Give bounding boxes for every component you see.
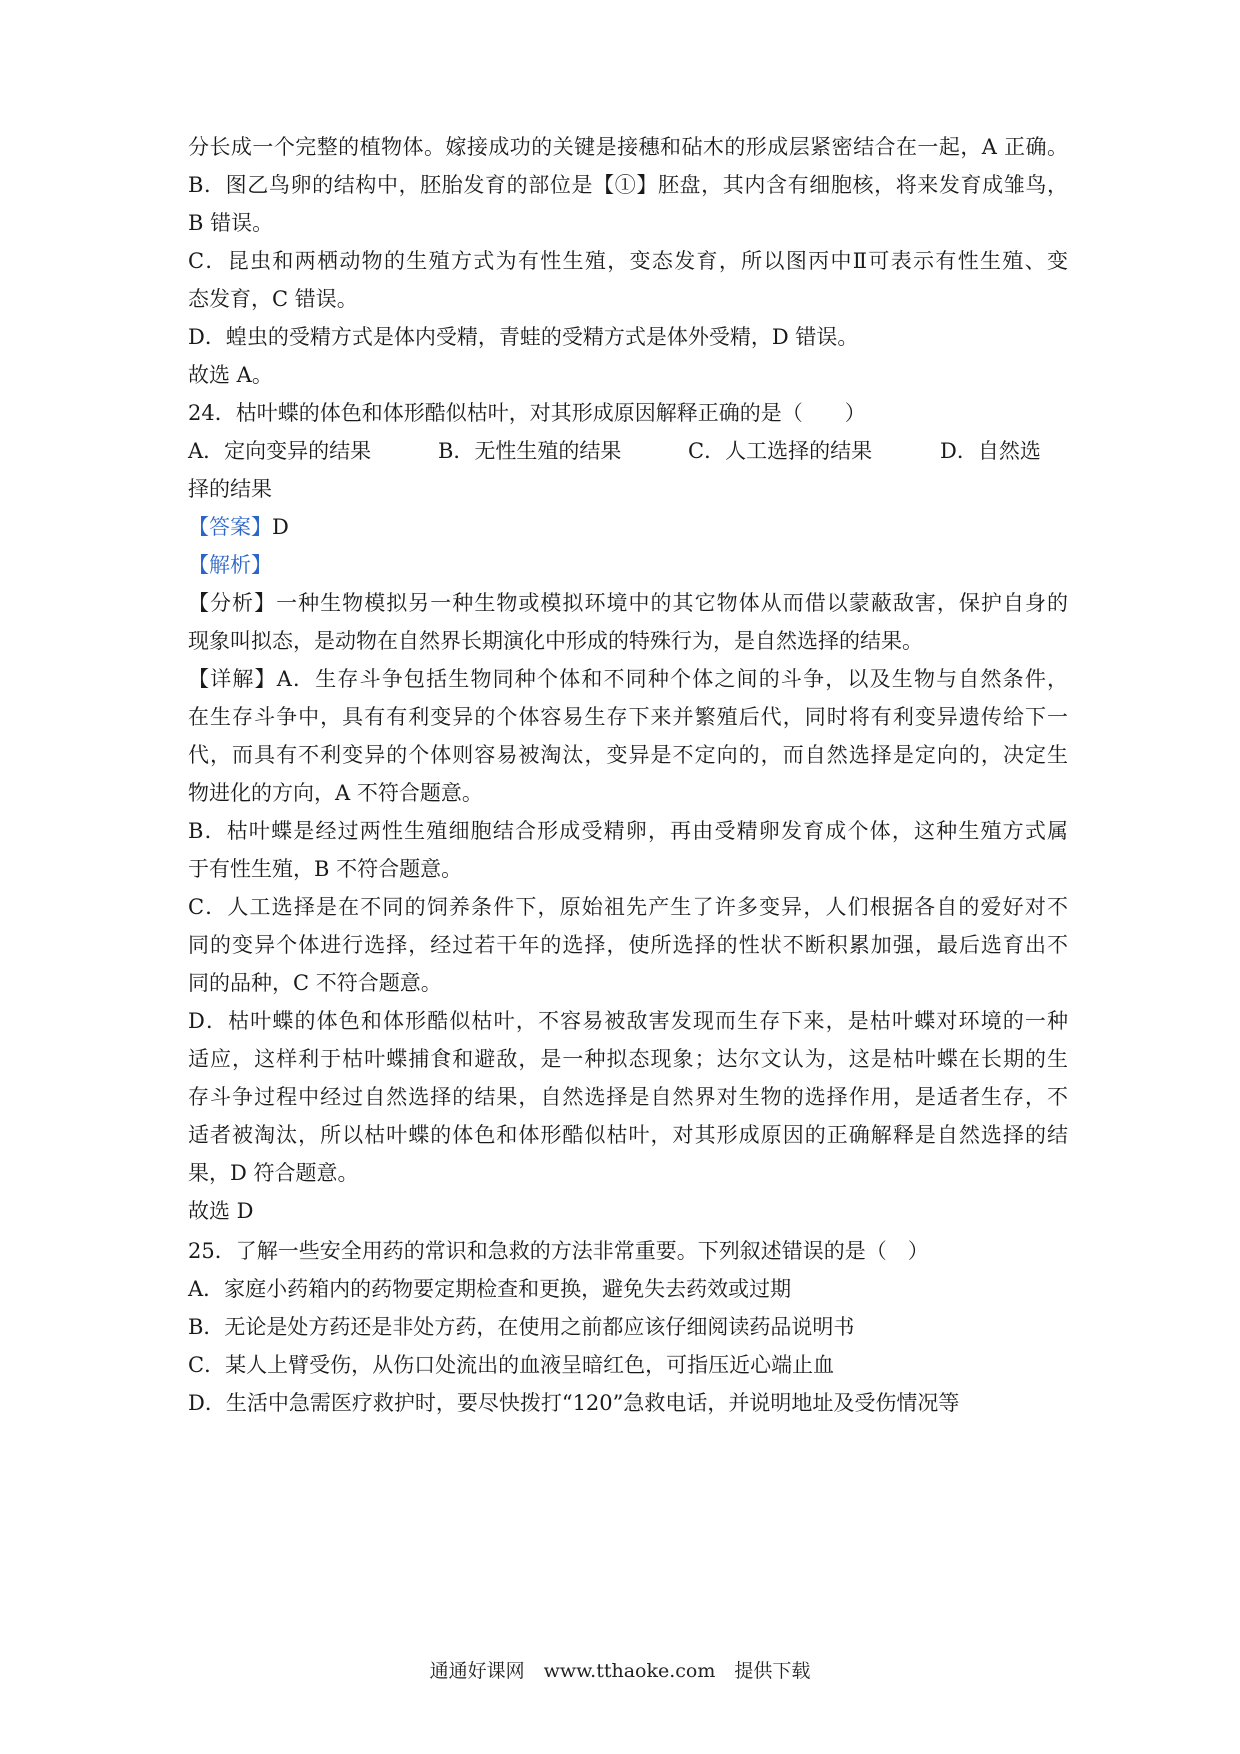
option-d: D．自然选	[940, 439, 1041, 463]
analysis-line: 故选 D	[188, 1199, 254, 1223]
analysis-line: C．人工选择是在不同的饲养条件下，原始祖先产生了许多变异，人们根据各自的爱好对不	[188, 895, 1068, 919]
page-footer: 通通好课网 www.tthaoke.com 提供下载	[429, 1660, 811, 1682]
analysis-line: 【分析】一种生物模拟另一种生物或模拟环境中的其它物体从而借以蒙蔽敌害，保护自身的	[188, 591, 1068, 615]
question-24-stem: 24．枯叶蝶的体色和体形酷似枯叶，对其形成原因解释正确的是（ ）	[188, 401, 866, 425]
answer-value: D	[272, 515, 289, 539]
analysis-line: 代，而具有不利变异的个体则容易被淘汰，变异是不定向的，而自然选择是定向的，决定生	[188, 743, 1068, 767]
analysis-line: 物进化的方向，A 不符合题意。	[188, 781, 483, 805]
question-24-options	[188, 436, 1068, 466]
analysis-line: 【详解】A．生存斗争包括生物同种个体和不同种个体之间的斗争，以及生物与自然条件，	[188, 667, 1068, 691]
text-line: C．昆虫和两栖动物的生殖方式为有性生殖，变态发育，所以图丙中Ⅱ可表示有性生殖、变	[188, 249, 1068, 273]
answer-line	[188, 512, 1068, 542]
analysis-line: 适应，这样利于枯叶蝶捕食和避敌，是一种拟态现象；达尔文认为，这是枯叶蝶在长期的生	[188, 1047, 1068, 1071]
analysis-line: 存斗争过程中经过自然选择的结果，自然选择是自然界对生物的选择作用，是适者生存，不	[188, 1085, 1068, 1109]
analysis-line: 适者被淘汰，所以枯叶蝶的体色和体形酷似枯叶，对其形成原因的正确解释是自然选择的结	[188, 1123, 1068, 1147]
text-line: 态发育，C 错误。	[188, 287, 358, 311]
analysis-line: B．枯叶蝶是经过两性生殖细胞结合形成受精卵，再由受精卵发育成个体，这种生殖方式属	[188, 819, 1068, 843]
analysis-line: 同的变异个体进行选择，经过若干年的选择，使所选择的性状不断积累加强，最后选育出不	[188, 933, 1068, 957]
analysis-line: 在生存斗争中，具有有利变异的个体容易生存下来并繁殖后代，同时将有利变异遗传给下一	[188, 705, 1068, 729]
answer-label: 【答案】	[188, 515, 272, 539]
analysis-line: D．枯叶蝶的体色和体形酷似枯叶，不容易被敌害发现而生存下来，是枯叶蝶对环境的一种	[188, 1009, 1068, 1033]
analysis-line: 果，D 符合题意。	[188, 1161, 359, 1185]
text-line: B 错误。	[188, 211, 274, 235]
option-d-continuation: 择的结果	[188, 477, 272, 501]
text-line: 故选 A。	[188, 363, 273, 387]
question-25-option-d: D．生活中急需医疗救护时，要尽快拨打“120”急救电话，并说明地址及受伤情况等	[188, 1391, 960, 1415]
question-25-stem: 25．了解一些安全用药的常识和急救的方法非常重要。下列叙述错误的是（ ）	[188, 1239, 929, 1263]
question-25-option-a: A．家庭小药箱内的药物要定期检查和更换，避免失去药效或过期	[188, 1277, 792, 1301]
text-line: 分长成一个完整的植物体。嫁接成功的关键是接穗和砧木的形成层紧密结合在一起，A 正确。	[188, 135, 1068, 159]
analysis-label: 【解析】	[188, 553, 272, 577]
text-line: B．图乙鸟卵的结构中，胚胎发育的部位是【①】胚盘，其内含有细胞核，将来发育成雏鸟，	[188, 173, 1068, 197]
analysis-line: 同的品种，C 不符合题意。	[188, 971, 442, 995]
option-a: A．定向变异的结果	[188, 439, 372, 463]
text-line: D．蝗虫的受精方式是体内受精，青蛙的受精方式是体外受精，D 错误。	[188, 325, 859, 349]
question-25-option-b: B．无论是处方药还是非处方药，在使用之前都应该仔细阅读药品说明书	[188, 1315, 855, 1339]
question-25-option-c: C．某人上臂受伤，从伤口处流出的血液呈暗红色，可指压近心端止血	[188, 1353, 835, 1377]
analysis-line: 现象叫拟态，是动物在自然界长期演化中形成的特殊行为，是自然选择的结果。	[188, 629, 923, 653]
option-c: C．人工选择的结果	[688, 439, 873, 463]
analysis-line: 于有性生殖，B 不符合题意。	[188, 857, 463, 881]
option-b: B．无性生殖的结果	[438, 439, 622, 463]
